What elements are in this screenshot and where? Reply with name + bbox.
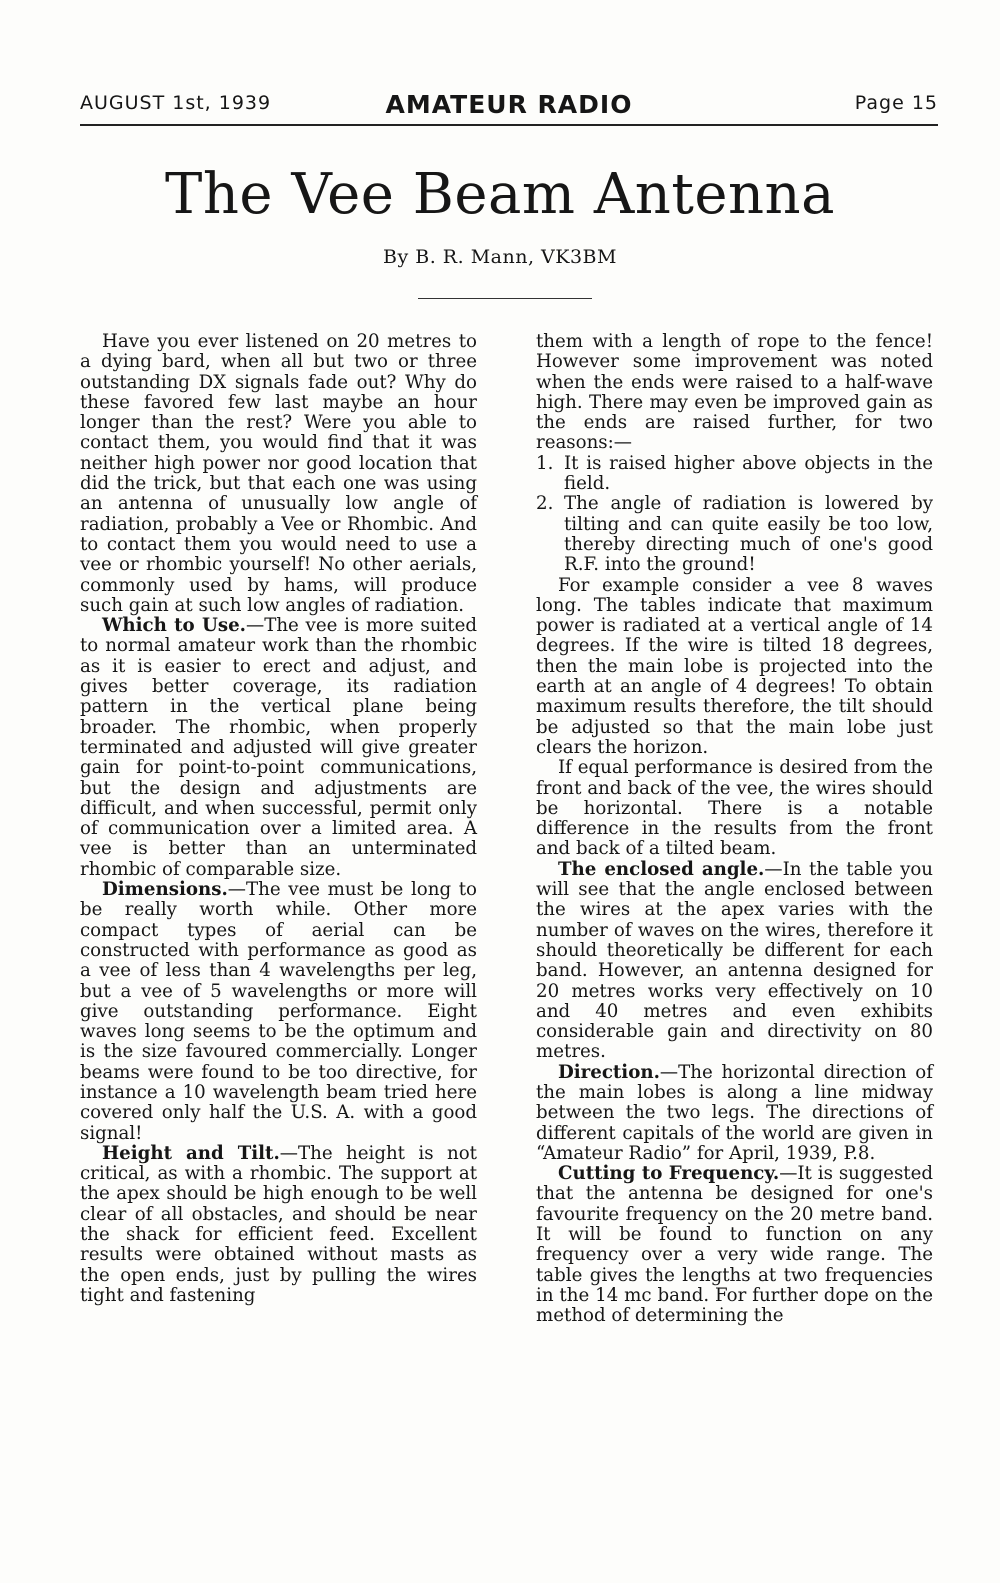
list-item — [536, 454, 933, 495]
paragraph-enclosed-angle — [536, 860, 933, 1063]
article-byline: By B. R. Mann, VK3BM — [383, 246, 617, 268]
list-number: 1. — [536, 452, 554, 474]
section-heading-direction: Direction. — [558, 1061, 660, 1083]
left-column — [80, 332, 477, 1306]
list-text: It is raised higher above objects in the field. — [564, 452, 933, 495]
paragraph-cutting-frequency — [536, 1164, 933, 1326]
reasons-list — [536, 454, 933, 576]
section-heading-dimensions: Dimensions. — [102, 879, 228, 901]
paragraph-which-to-use — [80, 616, 477, 880]
issue-date: AUGUST 1st, 1939 — [80, 92, 272, 114]
paragraph-example: For example consider a vee 8 waves long. The tables indicate that maximum power is radiated at a vertical angle of 14 degrees. If the wire is tilted 18 degrees, then the main lobe is projected into the earth at an angle of 4 degrees! To obtain maximum results therefore, the tilt should be adjusted so that the main lobe just clears the horizon. — [536, 574, 933, 758]
section-heading-which-to-use: Which to Use. — [102, 615, 246, 637]
paragraph-body: —In the table you will see that the angle enclosed between the wires at the apex varies with the number of waves on the wires, therefore it should theoretically be different for each band. However, an antenna designed for 20 metres works very effectively on 10 and 40 metres and even exhibits considerable gain and directivity on 80 metres. — [536, 858, 934, 1063]
paragraph-body: —The vee must be long to be really worth while. Other more compact types of aerial can be constructed with performance as good as a vee of less than 4 wavelengths per leg, but a vee of 5 wavelengths or more will give outstanding performance. Eight waves long seems to be the optimum and is the size favoured commercially. Longer beams were found to be too directive, for instance a 10 wavelength beam tried here covered only half the U.S. A. with a good signal! — [80, 879, 477, 1144]
paragraph-height-tilt — [80, 1144, 477, 1306]
list-text: The angle of radiation is lowered by tilting and can quite easily be too low, thereby directing much of one's good R.F. into the ground! — [564, 493, 933, 576]
right-column — [536, 332, 933, 1327]
list-number: 2. — [536, 493, 554, 515]
magazine-title: AMATEUR RADIO — [385, 90, 633, 119]
paragraph-intro: Have you ever listened on 20 metres to a dying bard, when all but two or three outstanding DX signals fade out? Why do these favored few last maybe an hour longer than the rest? Were you able to contact them, you would find that it was neither high power nor good location that did the trick, but that each one was using an antenna of unusually low angle of radiation, probably a Vee or Rhombic. And to contact them you would need to use a vee or rhombic yourself! No other aerials, commonly used by hams, will produce such gain at such low angles of radiation. — [80, 331, 477, 616]
paragraph-dimensions — [80, 880, 477, 1144]
paragraph-equal-performance: If equal performance is desired from the front and back of the vee, the wires should be horizontal. There is a notable difference in the results from the front and back of a tilted beam. — [536, 757, 933, 860]
paragraph-body: —The height is not critical, as with a rhombic. The support at the apex should be high enough to be well clear of all obstacles, and should be near the shack for efficient feed. Excellent results were obtained without masts as the open ends, just by pulling the wires tight and fastening — [80, 1142, 477, 1306]
list-item — [536, 494, 933, 575]
section-heading-height-tilt: Height and Tilt. — [102, 1142, 280, 1164]
paragraph-body: —The horizontal direction of the main lobes is along a line midway between the two legs. The directions of different capitals of the world are given in “Amateur Radio” for April, 1939, P.8. — [536, 1061, 933, 1164]
paragraph-direction — [536, 1063, 933, 1164]
paragraph-body: —It is suggested that the antenna be designed for one's favourite frequency on the 20 metre band. It will be found to function on any frequency over a very wide range. The table gives the lengths at two frequencies in the 14 mc band. For further dope on the method of determining the — [536, 1163, 933, 1327]
title-divider — [418, 298, 592, 299]
paragraph-body: —The vee is more suited to normal amateur work than the rhombic as it is easier to erect and adjust, and gives better coverage, its radiation pattern in the vertical plane being broader. The rhombic, when properly terminated and adjusted will give greater gain for point-to-point communications, but the design and adjustments are difficult, and when successful, permit only of communication over a limited area. A vee is better than an unterminated rhombic of comparable size. — [80, 615, 477, 880]
article-title: The Vee Beam Antenna — [165, 162, 835, 227]
page-header — [80, 90, 938, 126]
section-heading-enclosed-angle: The enclosed angle. — [558, 858, 765, 880]
page-number: Page 15 — [854, 92, 938, 114]
section-heading-cutting-frequency: Cutting to Frequency. — [558, 1163, 780, 1185]
paragraph-continued: them with a length of rope to the fence! However some improvement was noted when the ends were raised to a half-wave high. There may even be improved gain as the ends are raised further, for two reasons:— — [536, 331, 933, 454]
